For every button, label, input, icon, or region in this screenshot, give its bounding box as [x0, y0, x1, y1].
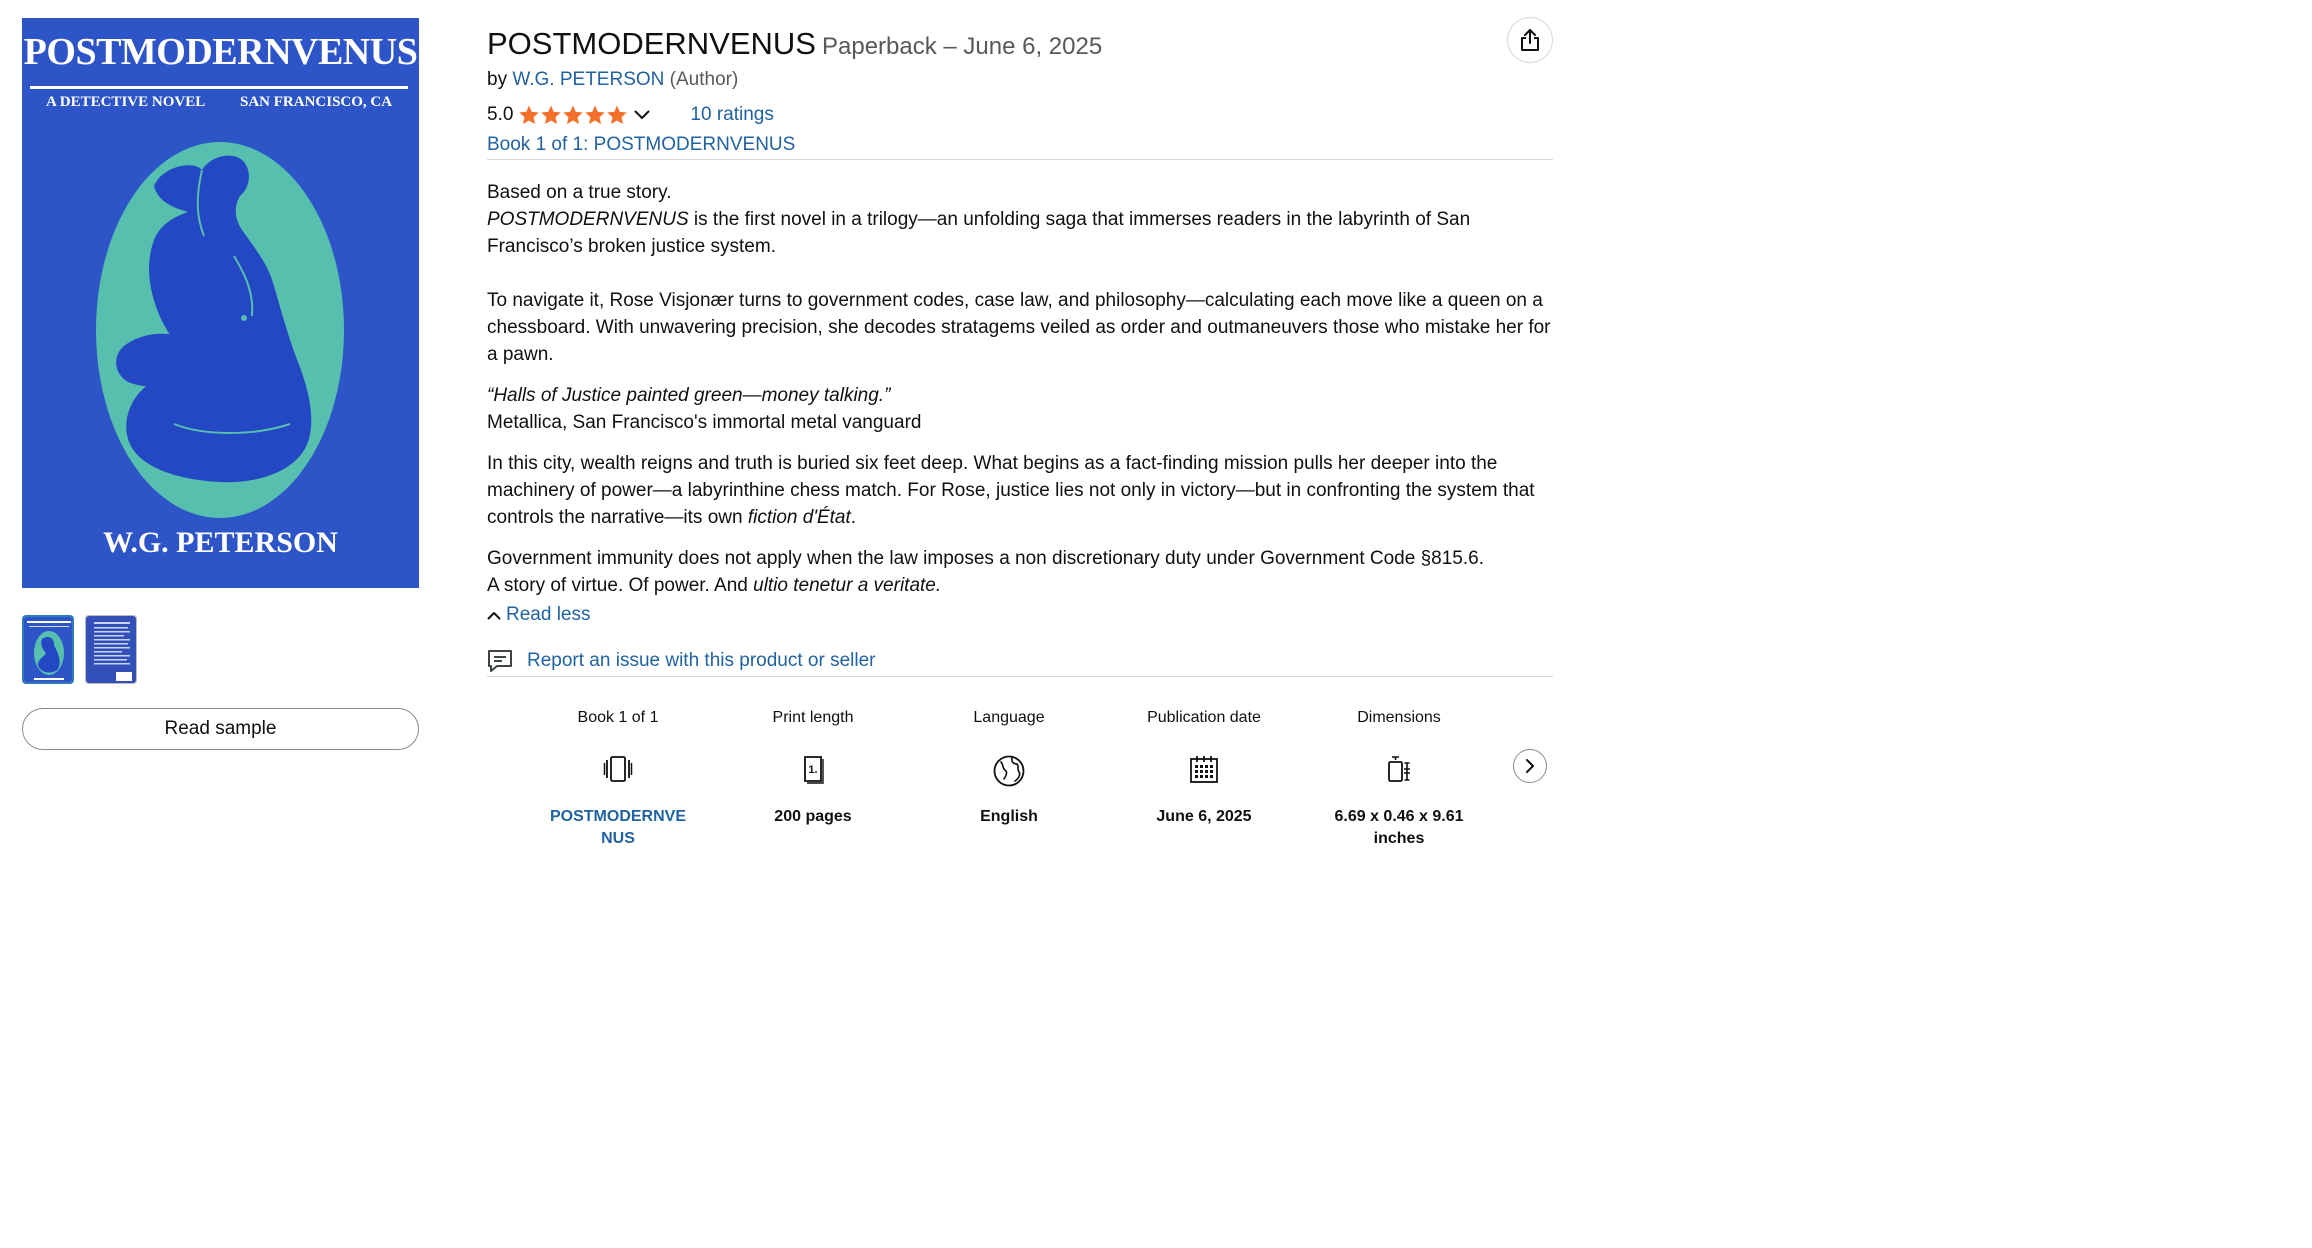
description-quote: “Halls of Justice painted green—money talking.”: [487, 385, 891, 406]
share-button[interactable]: [1507, 17, 1553, 63]
detail-label: Dimensions: [1357, 709, 1441, 726]
carousel-next-button[interactable]: [1513, 749, 1547, 783]
description-paragraph-4: [487, 450, 1553, 531]
author-role: (Author): [669, 69, 739, 90]
detail-dimensions: [1301, 707, 1497, 850]
product-format-date: Paperback – June 6, 2025: [821, 33, 1103, 60]
detail-label: Language: [973, 709, 1045, 726]
description-p4-text: In this city, wealth reigns and truth is buried six feet deep. What begins as a fact-finding mission pulls her deeper into the machinery of power—a labyrinthine chess match. For Rose, justice lies not only in victory—but in confronting the system that controls the narrative—its own: [487, 453, 1535, 528]
cover-subtitle-left: A DETECTIVE NOVEL: [46, 94, 206, 110]
description-p4-italic: fiction d'État: [747, 507, 851, 528]
detail-print-length-value: 200 pages: [774, 808, 852, 825]
ratings-count-link[interactable]: 10 ratings: [690, 104, 774, 125]
detail-publication-date: [1106, 707, 1302, 828]
detail-language: [911, 707, 1107, 828]
cover-author: W.G. PETERSON: [103, 526, 338, 559]
book-cover-image[interactable]: [22, 18, 419, 588]
star-rating[interactable]: [518, 104, 628, 126]
chevron-down-icon[interactable]: [634, 110, 650, 120]
rating-summary: [487, 104, 774, 126]
description-paragraph-2: To navigate it, Rose Visjonær turns to government codes, case law, and philosophy—calculating each move like a queen on a chessboard. With unwavering precision, she decodes stratagems veiled as order and outmaneuvers those who mistake her for a pawn.: [487, 290, 1551, 365]
detail-publication-date-value: June 6, 2025: [1156, 808, 1252, 825]
description-p4-end: .: [850, 507, 857, 528]
thumbnail-front-cover-image: [24, 617, 74, 684]
series-link[interactable]: Book 1 of 1: POSTMODERNVENUS: [487, 134, 796, 155]
thumbnail-back-cover[interactable]: [85, 615, 137, 684]
star-icon: [562, 104, 584, 126]
description-quote-source: Metallica, San Francisco's immortal metal vanguard: [487, 412, 922, 433]
detail-language-value: English: [980, 808, 1038, 825]
description-latin-italic: ultio tenetur a veritate.: [753, 575, 942, 596]
star-icon: [606, 104, 628, 126]
read-sample-button[interactable]: Read sample: [22, 708, 419, 750]
star-icon: [518, 104, 540, 126]
description-immunity-text: Government immunity does not apply when the law imposes a non discretionary duty under Government Code §815.6.: [487, 548, 1484, 569]
description-trilogy-text: is the first novel in a trilogy—an unfolding saga that immerses readers in the labyrinth of San Francisco’s broken justice system.: [487, 209, 1471, 257]
page-count-icon: [798, 754, 828, 784]
detail-label: Book 1 of 1: [577, 709, 659, 726]
chevron-right-icon: [1524, 758, 1536, 774]
report-issue-label: Report an issue with this product or seller: [527, 650, 876, 671]
read-less-label: Read less: [506, 604, 591, 625]
cover-title-rule: [30, 86, 408, 89]
cover-title: POSTMODERNVENUS: [23, 31, 418, 73]
series-book-icon: [603, 754, 633, 784]
author-link[interactable]: W.G. PETERSON: [512, 69, 665, 90]
calendar-icon: [1189, 754, 1219, 784]
description-virtue-text: A story of virtue. Of power. And: [487, 575, 754, 596]
detail-label: Publication date: [1147, 709, 1261, 726]
chevron-up-icon: [487, 611, 501, 620]
detail-series-link[interactable]: POSTMODERNVE NUS: [549, 808, 686, 847]
cover-subtitle-right: SAN FRANCISCO, CA: [240, 94, 393, 110]
detail-dimensions-value: 6.69 x 0.46 x 9.61 inches: [1334, 808, 1464, 847]
description-quote-block: [487, 382, 1553, 436]
star-icon: [584, 104, 606, 126]
detail-series: [520, 707, 716, 850]
star-icon: [540, 104, 562, 126]
report-issue-link[interactable]: [487, 649, 876, 673]
cover-venus-illustration: [84, 136, 356, 524]
dimensions-icon: [1384, 754, 1414, 784]
product-title-text: POSTMODERNVENUS: [487, 26, 816, 61]
description-paragraph-5: [487, 545, 1553, 599]
read-less-link[interactable]: [487, 604, 591, 626]
divider: [487, 676, 1553, 677]
description-intro: Based on a true story.: [487, 182, 672, 203]
detail-print-length: [715, 707, 911, 828]
rating-value: 5.0: [487, 104, 514, 125]
globe-icon: [992, 754, 1026, 788]
description-paragraph-1: [487, 179, 1553, 260]
description-title-italic: POSTMODERNVENUS: [487, 209, 689, 230]
divider: [487, 159, 1553, 160]
byline: [487, 69, 738, 91]
thumbnail-front-cover[interactable]: [22, 615, 74, 684]
thumbnail-back-cover-image: [86, 616, 137, 684]
svg-text:1.: 1.: [808, 764, 818, 776]
report-comment-icon: [487, 649, 513, 673]
byline-prefix: by: [487, 69, 508, 90]
product-title: [487, 26, 1102, 62]
detail-label: Print length: [772, 709, 854, 726]
share-icon: [1519, 28, 1541, 52]
